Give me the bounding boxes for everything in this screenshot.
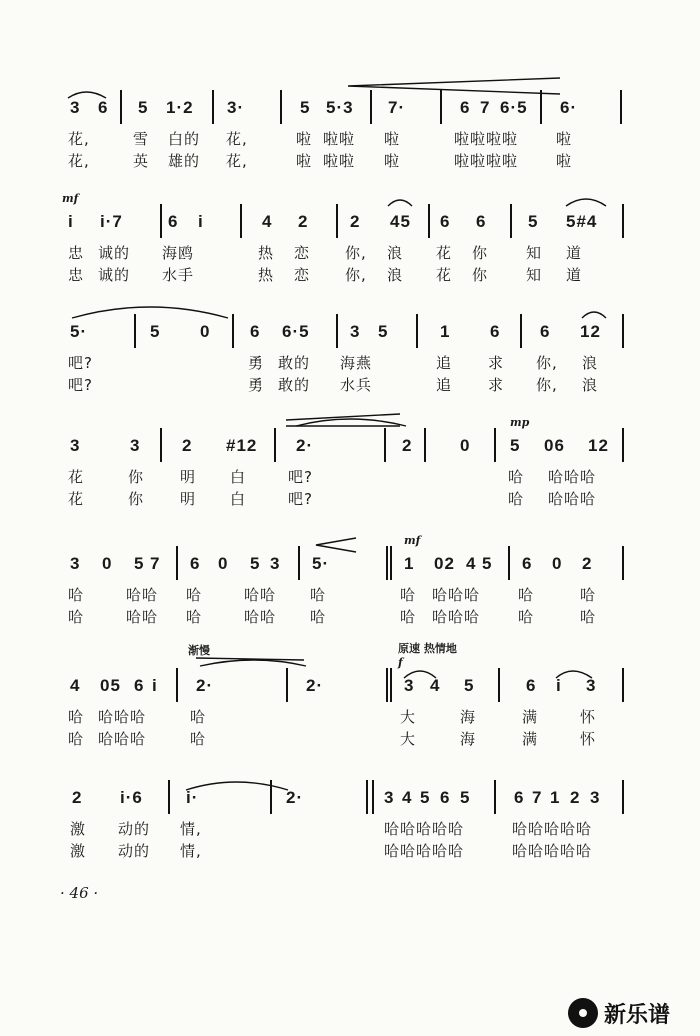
note: 3 <box>384 788 395 807</box>
lyric-word: 哈 <box>400 608 417 626</box>
lyric-word: 哈 <box>190 730 207 748</box>
note: 2· <box>286 788 304 807</box>
lyric-word: 你 <box>128 490 145 508</box>
note: 1·2 <box>166 98 194 117</box>
note: 5· <box>312 554 330 573</box>
note: 0 <box>460 436 471 455</box>
lyric-word: 恋 <box>294 244 311 262</box>
lyric-word: 动的 <box>118 820 151 838</box>
lyric-word: 哈哈哈哈哈 <box>384 820 465 838</box>
lyric-word: 浪 <box>387 266 404 284</box>
note: 2 <box>182 436 193 455</box>
lyric-word: 啦 <box>556 130 573 148</box>
logo-text: 新乐谱 <box>604 1002 671 1028</box>
lyric-word: 花 <box>68 468 85 486</box>
lyric-word: 哈哈 <box>244 608 277 626</box>
lyric-word: 勇 <box>248 376 265 394</box>
note: 2 <box>402 436 413 455</box>
lyric-word: 哈 <box>508 490 525 508</box>
lyric-word: 情, <box>180 820 202 838</box>
note: 2 <box>350 212 361 231</box>
note: 1 <box>404 554 415 573</box>
lyric-word: 啦啦啦啦 <box>454 152 519 170</box>
lyric-word: 满 <box>522 730 539 748</box>
note: 3 <box>590 788 601 807</box>
lyric-word: 啦啦啦啦 <box>454 130 519 148</box>
lyric-word: 你, <box>345 244 367 262</box>
lyric-word: 哈哈哈 <box>548 490 597 508</box>
note: 6 <box>490 322 501 341</box>
lyric-word: 海 <box>460 708 477 726</box>
note: 4 <box>466 554 477 573</box>
lyric-word: 哈哈哈哈哈 <box>512 842 593 860</box>
lyric-word: 水手 <box>162 266 195 284</box>
note: 1 <box>440 322 451 341</box>
lyric-word: 道 <box>566 244 583 262</box>
tempo-mark: 渐慢 <box>188 644 210 657</box>
note: i·7 <box>100 212 123 231</box>
lyric-word: 大 <box>400 730 417 748</box>
lyric-word: 吧? <box>288 468 313 486</box>
lyric-word: 海鸥 <box>162 244 195 262</box>
lyric-word: 啦 <box>384 130 401 148</box>
lyric-word: 哈 <box>400 586 417 604</box>
lyric-word: 浪 <box>582 354 599 372</box>
lyric-word: 满 <box>522 708 539 726</box>
note: 5 <box>134 554 145 573</box>
note: 3· <box>227 98 245 117</box>
lyric-word: 哈 <box>68 730 85 748</box>
note: 4 <box>430 676 441 695</box>
note: i <box>68 212 74 231</box>
note: 3 <box>130 436 141 455</box>
lyric-word: 敢的 <box>278 376 311 394</box>
lyric-word: 啦 <box>384 152 401 170</box>
lyric-word: 知 <box>526 244 543 262</box>
note: 6·5 <box>282 322 310 341</box>
lyric-word: 忠 <box>68 244 85 262</box>
note: 45 <box>390 212 411 231</box>
lyric-word: 你, <box>536 376 558 394</box>
note: 02 <box>434 554 455 573</box>
note: 4 <box>70 676 81 695</box>
lyric-word: 热 <box>258 244 275 262</box>
lyric-word: 激 <box>70 820 87 838</box>
decrescendo-hairpin <box>316 538 356 552</box>
lyric-word: 浪 <box>582 376 599 394</box>
note: 1 <box>550 788 561 807</box>
lyric-word: 海燕 <box>340 354 373 372</box>
lyric-word: 花 <box>68 490 85 508</box>
lyric-word: 吧? <box>68 354 93 372</box>
lyric-word: 花, <box>226 152 248 170</box>
note: 5 <box>420 788 431 807</box>
note: #12 <box>226 436 258 455</box>
lyric-word: 白 <box>230 490 247 508</box>
lyric-word: 追 <box>436 376 453 394</box>
lyric-word: 哈 <box>190 708 207 726</box>
note: 3 <box>586 676 597 695</box>
lyric-word: 哈哈 <box>126 608 159 626</box>
lyric-word: 忠 <box>68 266 85 284</box>
lyric-word: 你 <box>472 266 489 284</box>
note: 5 <box>464 676 475 695</box>
slur-mark <box>404 671 436 678</box>
note: 2· <box>296 436 314 455</box>
lyric-word: 哈 <box>68 708 85 726</box>
note: 3 <box>70 554 81 573</box>
note: 5· <box>70 322 88 341</box>
lyric-word: 哈哈 <box>126 586 159 604</box>
lyric-word: 花, <box>68 130 90 148</box>
note: 6 <box>526 676 537 695</box>
note: 6·5 <box>500 98 528 117</box>
lyric-word: 啦 <box>296 130 313 148</box>
slur-mark <box>582 312 606 318</box>
note: 5 <box>150 322 161 341</box>
lyric-word: 勇 <box>248 354 265 372</box>
note: 3 <box>70 98 81 117</box>
note: 7· <box>388 98 406 117</box>
page-number: · 46 · <box>60 884 99 902</box>
note: i <box>198 212 204 231</box>
note: 3 <box>270 554 281 573</box>
lyric-word: 花, <box>226 130 248 148</box>
note: 3 <box>70 436 81 455</box>
note: 5 <box>250 554 261 573</box>
lyric-word: 雄的 <box>168 152 201 170</box>
dynamic-mark: mp <box>510 416 530 429</box>
lyric-word: 求 <box>488 376 505 394</box>
note: 2 <box>298 212 309 231</box>
note: 2· <box>306 676 324 695</box>
note: 3 <box>350 322 361 341</box>
lyric-word: 敢的 <box>278 354 311 372</box>
lyric-word: 哈 <box>580 608 597 626</box>
note: 5#4 <box>566 212 598 231</box>
lyric-word: 海 <box>460 730 477 748</box>
lyric-word: 吧? <box>288 490 313 508</box>
note: 5 <box>510 436 521 455</box>
note: 4 <box>402 788 413 807</box>
lyric-word: 水兵 <box>340 376 373 394</box>
slur-mark <box>556 671 592 678</box>
note: 6· <box>560 98 578 117</box>
lyric-word: 知 <box>526 266 543 284</box>
note: 6 <box>168 212 179 231</box>
lyric-word: 哈 <box>508 468 525 486</box>
lyric-word: 哈哈哈 <box>432 608 481 626</box>
note: 2 <box>72 788 83 807</box>
lyric-word: 英 <box>133 152 150 170</box>
note: 6 <box>134 676 145 695</box>
lyric-word: 花 <box>436 244 453 262</box>
lyric-word: 哈 <box>186 608 203 626</box>
lyric-word: 动的 <box>118 842 151 860</box>
lyric-word: 情, <box>180 842 202 860</box>
lyric-word: 哈 <box>518 586 535 604</box>
note: 4 <box>262 212 273 231</box>
note: 05 <box>100 676 121 695</box>
tie-mark <box>296 419 406 426</box>
tie-mark <box>72 307 228 318</box>
note: 2 <box>570 788 581 807</box>
lyric-word: 啦 <box>296 152 313 170</box>
lyric-word: 激 <box>70 842 87 860</box>
note: 0 <box>552 554 563 573</box>
lyric-word: 哈 <box>580 586 597 604</box>
lyric-word: 啦 <box>556 152 573 170</box>
note: 7 <box>480 98 491 117</box>
crescendo-hairpin <box>348 78 560 94</box>
lyric-word: 大 <box>400 708 417 726</box>
lyric-word: 你, <box>536 354 558 372</box>
dynamic-mark: mf <box>62 192 79 205</box>
lyric-word: 你 <box>472 244 489 262</box>
lyric-word: 白 <box>230 468 247 486</box>
note: 6 <box>98 98 109 117</box>
note: 2· <box>196 676 214 695</box>
lyric-word: 哈哈哈 <box>548 468 597 486</box>
lyric-word: 花 <box>436 266 453 284</box>
lyric-word: 你, <box>345 266 367 284</box>
lyric-word: 诚的 <box>98 244 131 262</box>
lyric-word: 怀 <box>580 708 597 726</box>
note: 7 <box>532 788 543 807</box>
tempo-mark: 原速 热情地 <box>398 642 457 655</box>
note: 7 <box>150 554 161 573</box>
note: 0 <box>218 554 229 573</box>
note: i <box>152 676 158 695</box>
note: 5·3 <box>326 98 354 117</box>
lyric-word: 啦啦 <box>323 130 356 148</box>
lyric-word: 求 <box>488 354 505 372</box>
slur-mark <box>566 199 606 206</box>
note: 3 <box>404 676 415 695</box>
lyric-word: 诚的 <box>98 266 131 284</box>
lyric-word: 哈哈 <box>244 586 277 604</box>
tie-mark <box>200 660 306 666</box>
lyric-word: 雪 <box>133 130 150 148</box>
lyric-word: 哈哈哈 <box>98 730 147 748</box>
lyric-word: 啦啦 <box>323 152 356 170</box>
note: 5 <box>482 554 493 573</box>
record-disc-icon <box>568 998 598 1028</box>
lyric-word: 吧? <box>68 376 93 394</box>
lyric-word: 哈 <box>68 608 85 626</box>
note: 6 <box>522 554 533 573</box>
dynamic-mark: f <box>398 656 403 669</box>
note: 6 <box>190 554 201 573</box>
lyric-word: 哈 <box>310 608 327 626</box>
lyric-word: 白的 <box>168 130 201 148</box>
note: i· <box>186 788 199 807</box>
lyric-word: 恋 <box>294 266 311 284</box>
note: 2 <box>582 554 593 573</box>
note: 0 <box>102 554 113 573</box>
note: 5 <box>528 212 539 231</box>
slur-mark <box>68 92 106 98</box>
slur-mark <box>388 200 412 206</box>
lyric-word: 明 <box>180 490 197 508</box>
lyric-word: 你 <box>128 468 145 486</box>
tie-mark <box>186 782 288 790</box>
note: i·6 <box>120 788 143 807</box>
note: 5 <box>300 98 311 117</box>
note: 6 <box>250 322 261 341</box>
note: 6 <box>540 322 551 341</box>
dynamic-mark: mf <box>404 534 421 547</box>
lyric-word: 哈哈哈哈哈 <box>512 820 593 838</box>
note: 5 <box>378 322 389 341</box>
note: 5 <box>138 98 149 117</box>
lyric-word: 热 <box>258 266 275 284</box>
note: 0 <box>200 322 211 341</box>
lyric-word: 浪 <box>387 244 404 262</box>
note: 5 <box>460 788 471 807</box>
lyric-word: 哈 <box>518 608 535 626</box>
note: 12 <box>588 436 609 455</box>
lyric-word: 哈哈哈哈哈 <box>384 842 465 860</box>
note: 6 <box>514 788 525 807</box>
logo <box>568 996 670 1030</box>
note: 6 <box>440 788 451 807</box>
lyric-word: 哈哈哈 <box>432 586 481 604</box>
note: 06 <box>544 436 565 455</box>
lyric-word: 怀 <box>580 730 597 748</box>
note: 6 <box>460 98 471 117</box>
lyric-word: 哈哈哈 <box>98 708 147 726</box>
lyric-word: 哈 <box>68 586 85 604</box>
note: 12 <box>580 322 601 341</box>
lyric-word: 哈 <box>186 586 203 604</box>
note: 6 <box>476 212 487 231</box>
lyric-word: 明 <box>180 468 197 486</box>
note: i <box>556 676 562 695</box>
note: 6 <box>440 212 451 231</box>
lyric-word: 追 <box>436 354 453 372</box>
lyric-word: 哈 <box>310 586 327 604</box>
lyric-word: 花, <box>68 152 90 170</box>
lyric-word: 道 <box>566 266 583 284</box>
